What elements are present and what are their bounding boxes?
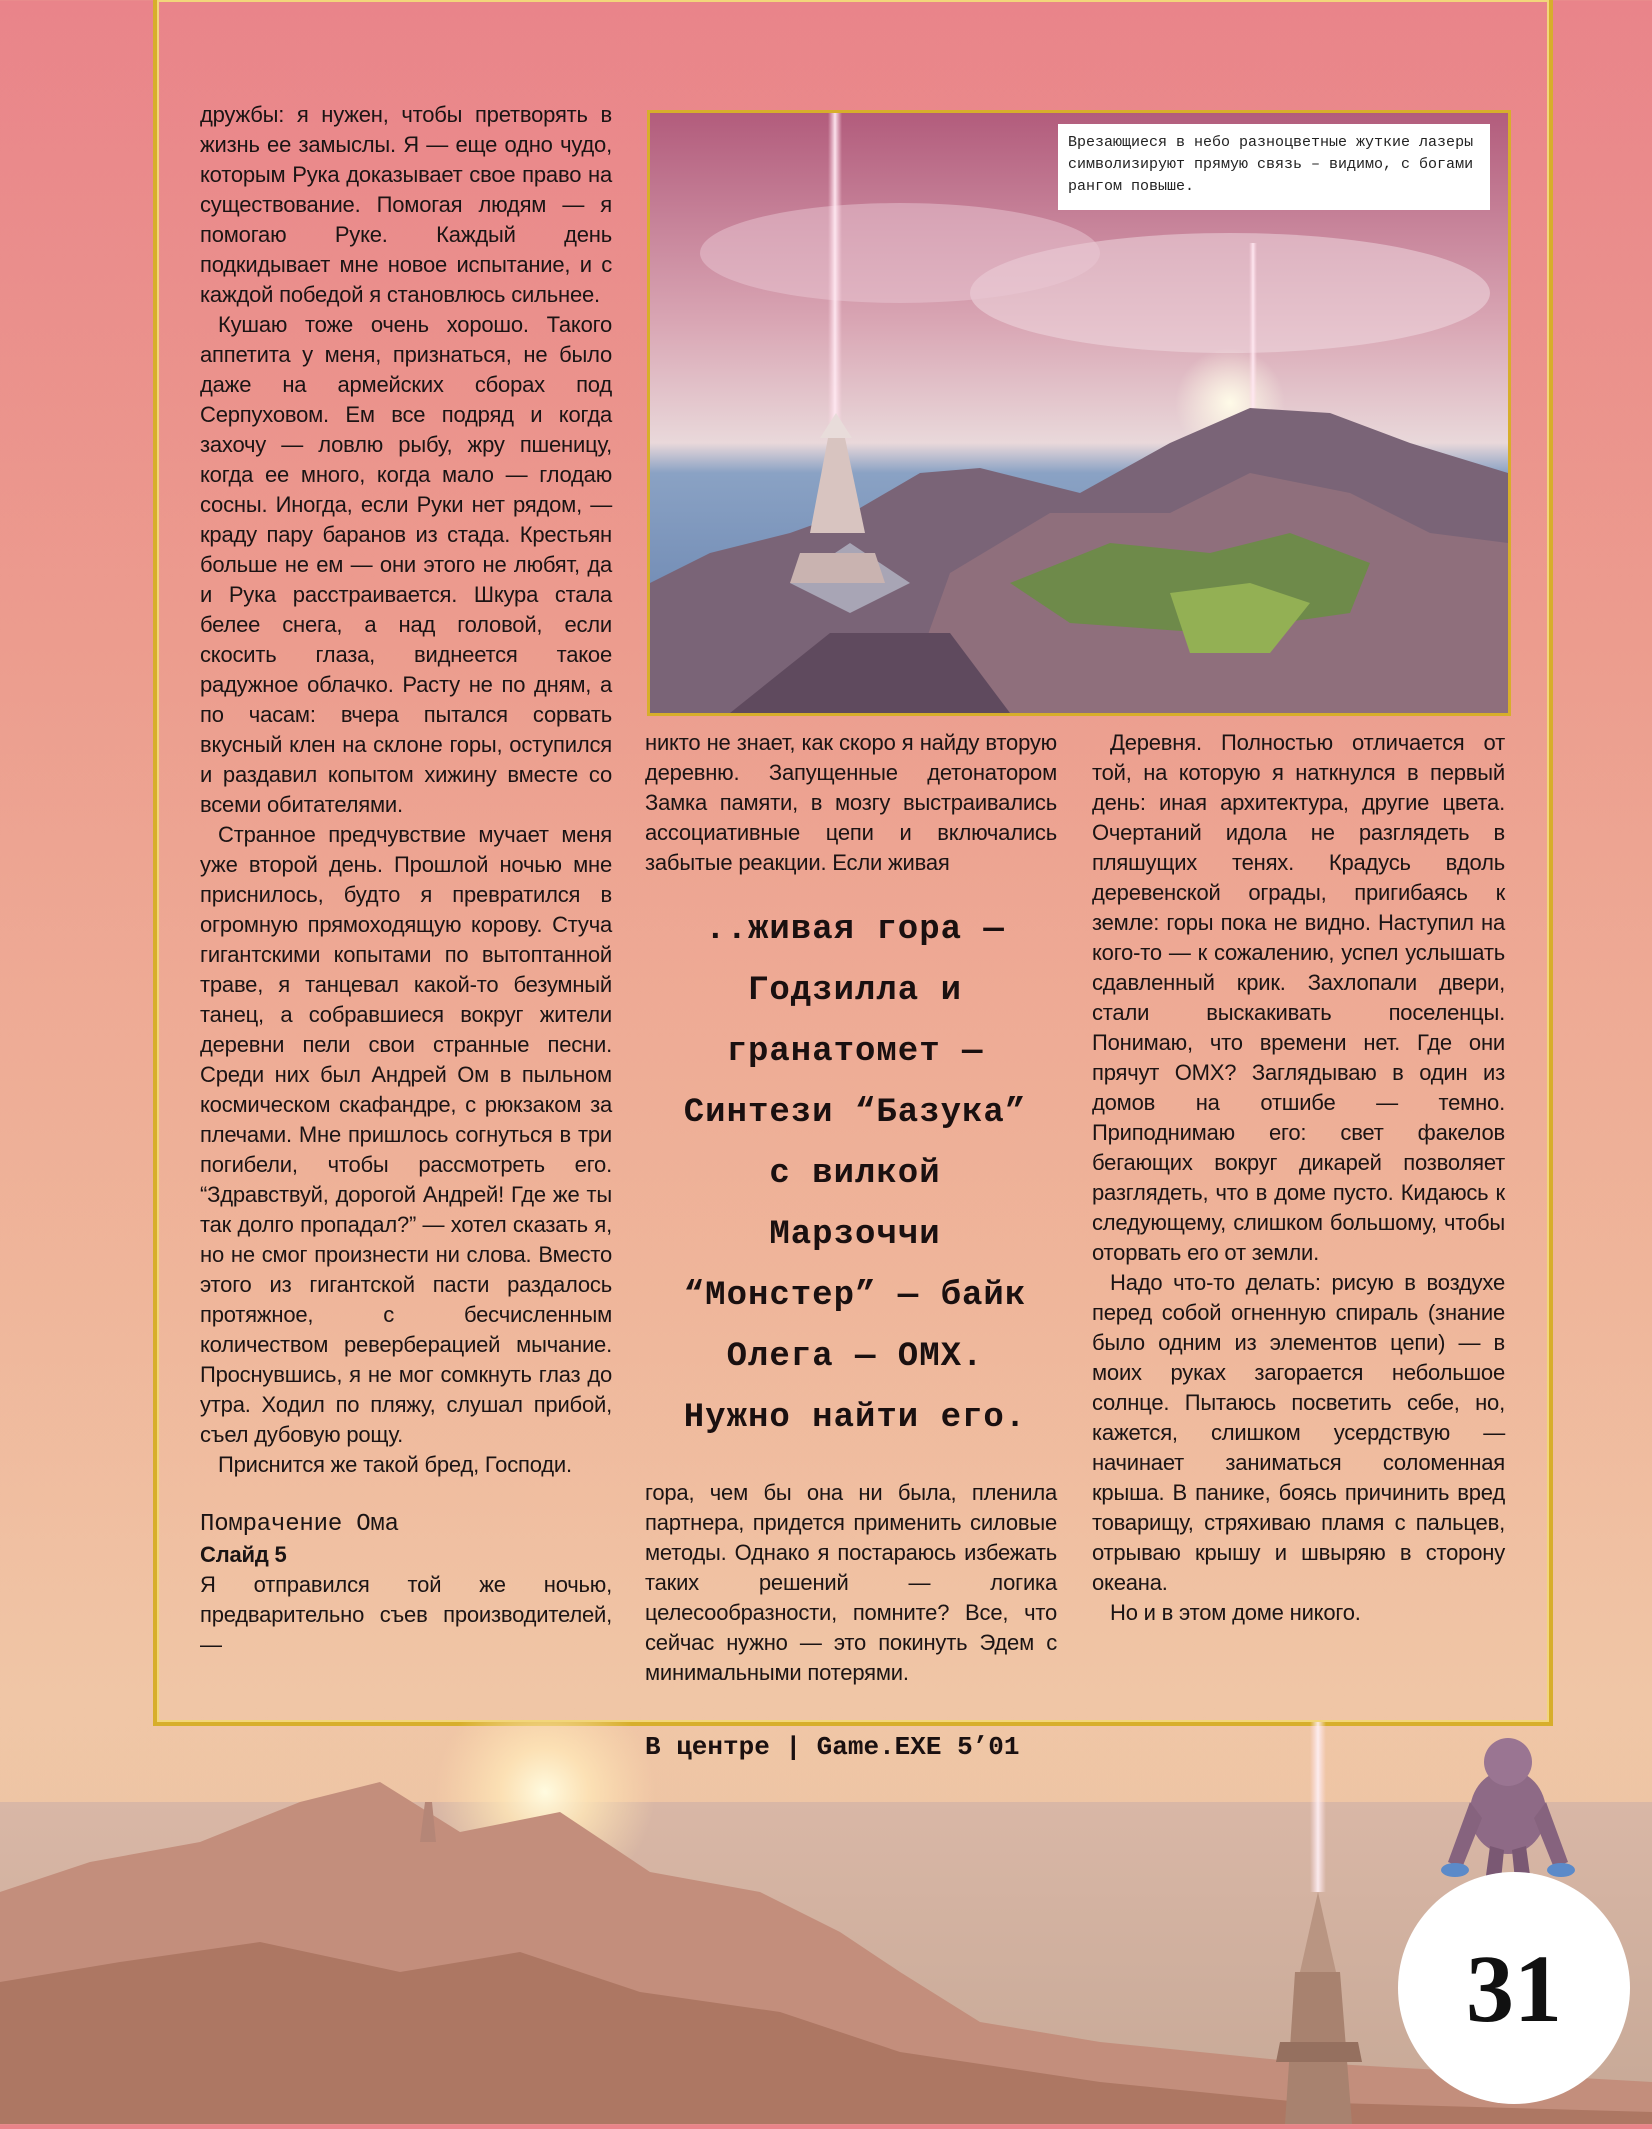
paragraph: Странное предчувствие мучает меня уже второй день. Прошлой ночью мне приснилось, будто я превратился в огромную прямоходящую корову. Стуча гигантскими копытами по вытоптанной траве, я танцевал какой-то безумный танец, а собравшиеся вокруг жители деревни пели свои странные песни. Среди них был Андрей Ом в пыльном космическом скафандре, с рюкзаком за плечами. Мне пришлось согнуться в три погибели, чтобы рассмотреть его. “Здравствуй, дорогой Андрей! Где же ты так долго пропадал?” — хотел сказать я, но не смог произнести ни слова. Вместо этого из гигантской пасти раздалось протяжное, с бесчисленным количеством реверберацией мычание. Проснувшись, я не мог сомкнуть глаз до утра. Ходил по пляжу, слушал прибой, съел дубовую рощу. (200, 822, 612, 1447)
paragraph: Деревня. Полностью отличается от той, на которую я наткнулся в первый день: иная архитектура, другие цвета. Очертаний идола не разглядеть в пляшущих тенях. Крадусь вдоль деревенской ограды, пригибаясь к земле: горы пока не видно. Наступил на кого-то — к сожалению, успел услышать сдавленный крик. Захлопали двери, стали выскакивать поселенцы. Понимаю, что времени нет. Где они прячут ОМХ? Заглядываю в один из домов на отшибе — темно. Приподнимаю его: свет факелов бегающих вокруг дикарей позволяет разглядеть, что в доме пусто. Кидаюсь к следующему, слишком большому, чтобы оторвать его от земли. (1092, 730, 1505, 1265)
article-column-3 (1092, 728, 1505, 1628)
paragraph: Я отправился той же ночью, предварительно съев производителей, — (200, 1572, 612, 1657)
bottom-landscape (0, 1722, 1652, 2124)
paragraph: никто не знает, как скоро я найду вторую деревню. Запущенные детонатором Замка памяти, в мозгу выстраивались ассоциативные цепи и включались забытые реакции. Если живая (645, 730, 1057, 875)
pull-quote-line: Синтези “Базука” (683, 1094, 1027, 1132)
pull-quote-line: с вилкой (769, 1155, 941, 1193)
pull-quote (640, 900, 1070, 1449)
photo-caption: Врезающиеся в небо разноцветные жуткие лазеры символизируют прямую связь – видимо, с богами рангом повыше. (1058, 124, 1490, 210)
pull-quote-line: ..живая гора — (705, 911, 1005, 949)
article-column-2-bottom (645, 1478, 1057, 1688)
paragraph: Кушаю тоже очень хорошо. Такого аппетита у меня, признаться, не было даже на армейских сборах под Серпуховом. Ем все подряд и когда захочу — ловлю рыбу, жру пшеницу, когда ее много, когда мало — глодаю сосны. Иногда, если Руки нет рядом, — краду пару баранов из стада. Крестьян больше не ем — они этого не любят, да и Рука расстраивается. Шкура стала белее снега, а над головой, если скосить глаза, виднеется такое радужное облачко. Расту не по дням, а по часам: вчера пытался сорвать вкусный клен на склоне горы, оступился и раздавил копытом хижину вместе со всеми обитателями. (200, 312, 612, 817)
paragraph: Приснится же такой бред, Господи. (218, 1452, 572, 1477)
footer-magazine: Game.EXE 5’01 (816, 1732, 1020, 1762)
paragraph: Надо что-то делать: рисую в воздухе перед собой огненную спираль (знание было одним из элементов цепи) — в моих руках загорается небольшое солнце. Пытаюсь посветить себе, но, кажется, слишком усердствую — начинает заниматься соломенная крыша. В панике, боясь причинить вред товарищу, стряхиваю пламя с пальцев, отрываю крышу и швыряю в сторону океана. (1092, 1270, 1505, 1595)
page-number-badge (1398, 1872, 1630, 2104)
pull-quote-line: Олега — ОМХ. (726, 1338, 984, 1376)
article-column-1 (200, 100, 612, 1660)
pull-quote-line: гранатомет — (726, 1033, 984, 1071)
pull-quote-line: Марзоччи (769, 1216, 941, 1254)
pull-quote-line: Годзилла и (747, 972, 963, 1010)
footer-separator: | (785, 1732, 802, 1762)
paragraph: гора, чем бы она ни была, пленила партнера, придется применить силовые методы. Однако я постараюсь избежать таких решений — логика целесообразности, помните? Все, что сейчас нужно — это покинуть Эдем с минимальными потерями. (645, 1480, 1057, 1685)
section-heading: Помрачение Ома (200, 1511, 399, 1538)
paragraph: дружбы: я нужен, чтобы претворять в жизнь ее замыслы. Я — еще одно чудо, которым Рука доказывает свое право на существование. Помогая людям — я помогаю Руке. Каждый день подкидывает мне новое испытание, и с каждой победой я становлюсь сильнее. (200, 102, 612, 307)
pull-quote-line: Нужно найти его. (683, 1399, 1027, 1437)
article-column-2-top (645, 728, 1057, 878)
slide-label: Слайд 5 (200, 1542, 287, 1567)
page-number: 31 (1466, 1934, 1562, 2042)
paragraph: Но и в этом доме никого. (1110, 1600, 1361, 1625)
landscape-illustration (0, 1722, 1652, 2124)
footer-section: В центре (645, 1732, 770, 1762)
pull-quote-line: “Монстер” — байк (683, 1277, 1027, 1315)
